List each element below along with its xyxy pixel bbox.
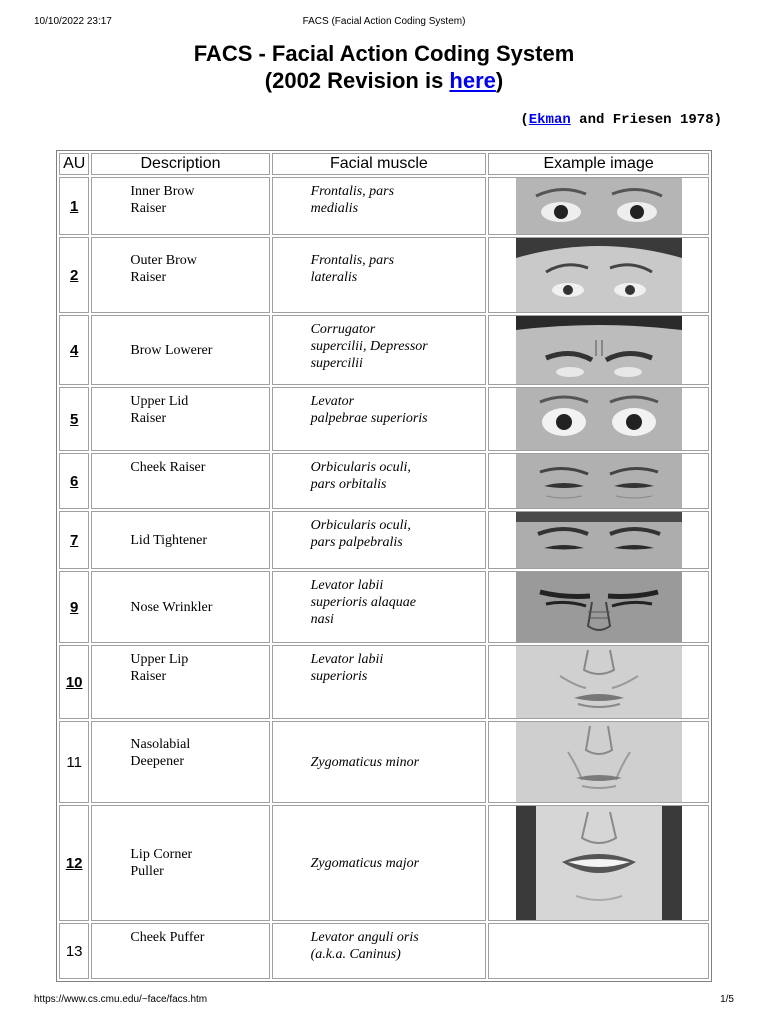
muscle-cell	[272, 177, 487, 235]
au-link[interactable]: 5	[70, 410, 79, 428]
face-photo-lid-tightener	[516, 512, 682, 568]
au-cell	[59, 453, 89, 509]
header-description: Description	[91, 153, 269, 175]
description-line: Upper Lip	[130, 652, 189, 667]
description-line: Cheek Puffer	[130, 930, 205, 945]
print-page-title: FACS (Facial Action Coding System)	[302, 16, 466, 27]
description-cell	[91, 721, 269, 803]
au-link[interactable]: 12	[65, 854, 83, 872]
image-cell	[488, 315, 709, 385]
description-cell	[91, 805, 269, 921]
au-cell	[59, 645, 89, 719]
table-row	[59, 571, 709, 643]
muscle-line: superioris	[310, 669, 368, 684]
description-cell	[91, 237, 269, 313]
muscle-cell	[272, 453, 487, 509]
image-cell	[488, 645, 709, 719]
muscle-line: supercilii	[310, 356, 363, 371]
muscle-line: (a.k.a. Caninus)	[310, 947, 401, 962]
title-line-2	[0, 67, 768, 94]
description-line: Puller	[130, 864, 164, 879]
description-line: Inner Brow	[130, 184, 195, 199]
header-image: Example image	[488, 153, 709, 175]
au-cell	[59, 315, 89, 385]
muscle-line: nasi	[310, 612, 334, 627]
au-cell: 11	[59, 721, 89, 803]
description-line: Cheek Raiser	[130, 460, 206, 475]
header-au: AU	[59, 153, 89, 175]
description-line: Nose Wrinkler	[130, 599, 213, 615]
description-cell	[91, 511, 269, 569]
au-cell	[59, 571, 89, 643]
muscle-line: Zygomaticus major	[310, 855, 420, 871]
face-photo-eyes	[516, 178, 682, 234]
muscle-cell	[272, 721, 487, 803]
citation-rest: and Friesen 1978)	[570, 112, 722, 128]
au-link[interactable]: 7	[70, 531, 79, 549]
title-line-2-prefix: (2002 Revision is	[264, 68, 450, 93]
description-line: Raiser	[130, 201, 167, 216]
muscle-line: Frontalis, pars	[310, 253, 395, 268]
description-cell	[91, 315, 269, 385]
muscle-cell	[272, 805, 487, 921]
muscle-cell	[272, 387, 487, 451]
table-row	[59, 923, 709, 979]
au-link[interactable]: 10	[65, 673, 83, 691]
muscle-line: Orbicularis oculi,	[310, 460, 411, 475]
au-cell	[59, 805, 89, 921]
table-row	[59, 511, 709, 569]
table-row	[59, 237, 709, 313]
facs-table	[56, 150, 712, 982]
description-line: Deepener	[130, 754, 185, 769]
description-cell	[91, 923, 269, 979]
au-cell	[59, 177, 89, 235]
print-url: https://www.cs.cmu.edu/~face/facs.htm	[34, 994, 208, 1005]
face-photo-cheek-raiser	[516, 454, 682, 508]
table-row	[59, 177, 709, 235]
page-title	[0, 40, 768, 94]
table-header-row	[59, 153, 709, 175]
description-line: Raiser	[130, 669, 167, 684]
image-cell	[488, 721, 709, 803]
au-link[interactable]: 4	[70, 341, 79, 359]
description-line: Nasolabial	[130, 737, 191, 752]
face-photo-lip-corner-puller	[516, 806, 682, 920]
description-cell	[91, 645, 269, 719]
face-photo-upper-lip-raiser	[516, 646, 682, 718]
table-row	[59, 387, 709, 451]
au-cell	[59, 237, 89, 313]
description-cell	[91, 453, 269, 509]
image-cell	[488, 453, 709, 509]
description-line: Raiser	[130, 270, 167, 285]
muscle-cell	[272, 511, 487, 569]
image-cell	[488, 387, 709, 451]
citation	[520, 112, 722, 128]
muscle-line: Zygomaticus minor	[310, 754, 420, 770]
print-datetime: 10/10/2022 23:17	[34, 16, 112, 27]
description-line: Brow Lowerer	[130, 342, 213, 358]
face-photo-nose-wrinkler	[516, 572, 682, 642]
muscle-line: Levator	[310, 394, 355, 409]
table-row	[59, 721, 709, 803]
muscle-line: Levator anguli oris	[310, 930, 419, 945]
description-line: Lip Corner	[130, 847, 193, 862]
table-row	[59, 805, 709, 921]
table-row	[59, 645, 709, 719]
description-cell	[91, 177, 269, 235]
image-cell	[488, 923, 709, 979]
muscle-line: pars palpebralis	[310, 535, 403, 550]
title-line-1: FACS - Facial Action Coding System	[193, 41, 575, 66]
muscle-cell	[272, 237, 487, 313]
description-cell	[91, 387, 269, 451]
au-cell: 13	[59, 923, 89, 979]
muscle-line: Levator labii	[310, 578, 384, 593]
image-cell	[488, 571, 709, 643]
description-line: Raiser	[130, 411, 167, 426]
description-line: Lid Tightener	[130, 532, 207, 548]
image-cell	[488, 237, 709, 313]
citation-open: (	[520, 112, 529, 128]
muscle-cell	[272, 315, 487, 385]
face-photo-nasolabial-deepener	[516, 722, 682, 802]
muscle-line: Levator labii	[310, 652, 384, 667]
muscle-line: superioris alaquae	[310, 595, 416, 610]
muscle-line: palpebrae superioris	[310, 411, 428, 426]
au-link[interactable]: 6	[70, 472, 79, 490]
muscle-line: Orbicularis oculi,	[310, 518, 411, 533]
title-line-2-suffix: )	[495, 68, 504, 93]
table-row	[59, 315, 709, 385]
muscle-line: lateralis	[310, 270, 358, 285]
face-photo-upper-lid	[516, 388, 682, 450]
ekman-link[interactable]: Ekman	[528, 112, 571, 128]
muscle-line: Frontalis, pars	[310, 184, 395, 199]
table-row	[59, 453, 709, 509]
muscle-line: pars orbitalis	[310, 477, 387, 492]
description-line: Outer Brow	[130, 253, 197, 268]
revision-link[interactable]: here	[449, 68, 496, 93]
image-cell	[488, 177, 709, 235]
description-cell	[91, 571, 269, 643]
au-link[interactable]: 2	[70, 266, 79, 284]
au-link[interactable]: 1	[70, 197, 79, 215]
image-cell	[488, 511, 709, 569]
face-photo-outer-brow	[516, 238, 682, 312]
au-cell	[59, 511, 89, 569]
header-muscle: Facial muscle	[272, 153, 487, 175]
muscle-cell	[272, 571, 487, 643]
au-cell	[59, 387, 89, 451]
description-line: Upper Lid	[130, 394, 189, 409]
muscle-line: Corrugator	[310, 322, 376, 337]
muscle-cell	[272, 923, 487, 979]
print-page-number: 1/5	[720, 994, 734, 1005]
muscle-line: medialis	[310, 201, 359, 216]
face-photo-brow-lowerer	[516, 316, 682, 384]
muscle-line: supercilii, Depressor	[310, 339, 428, 354]
muscle-cell	[272, 645, 487, 719]
image-cell	[488, 805, 709, 921]
au-link[interactable]: 9	[70, 598, 79, 616]
